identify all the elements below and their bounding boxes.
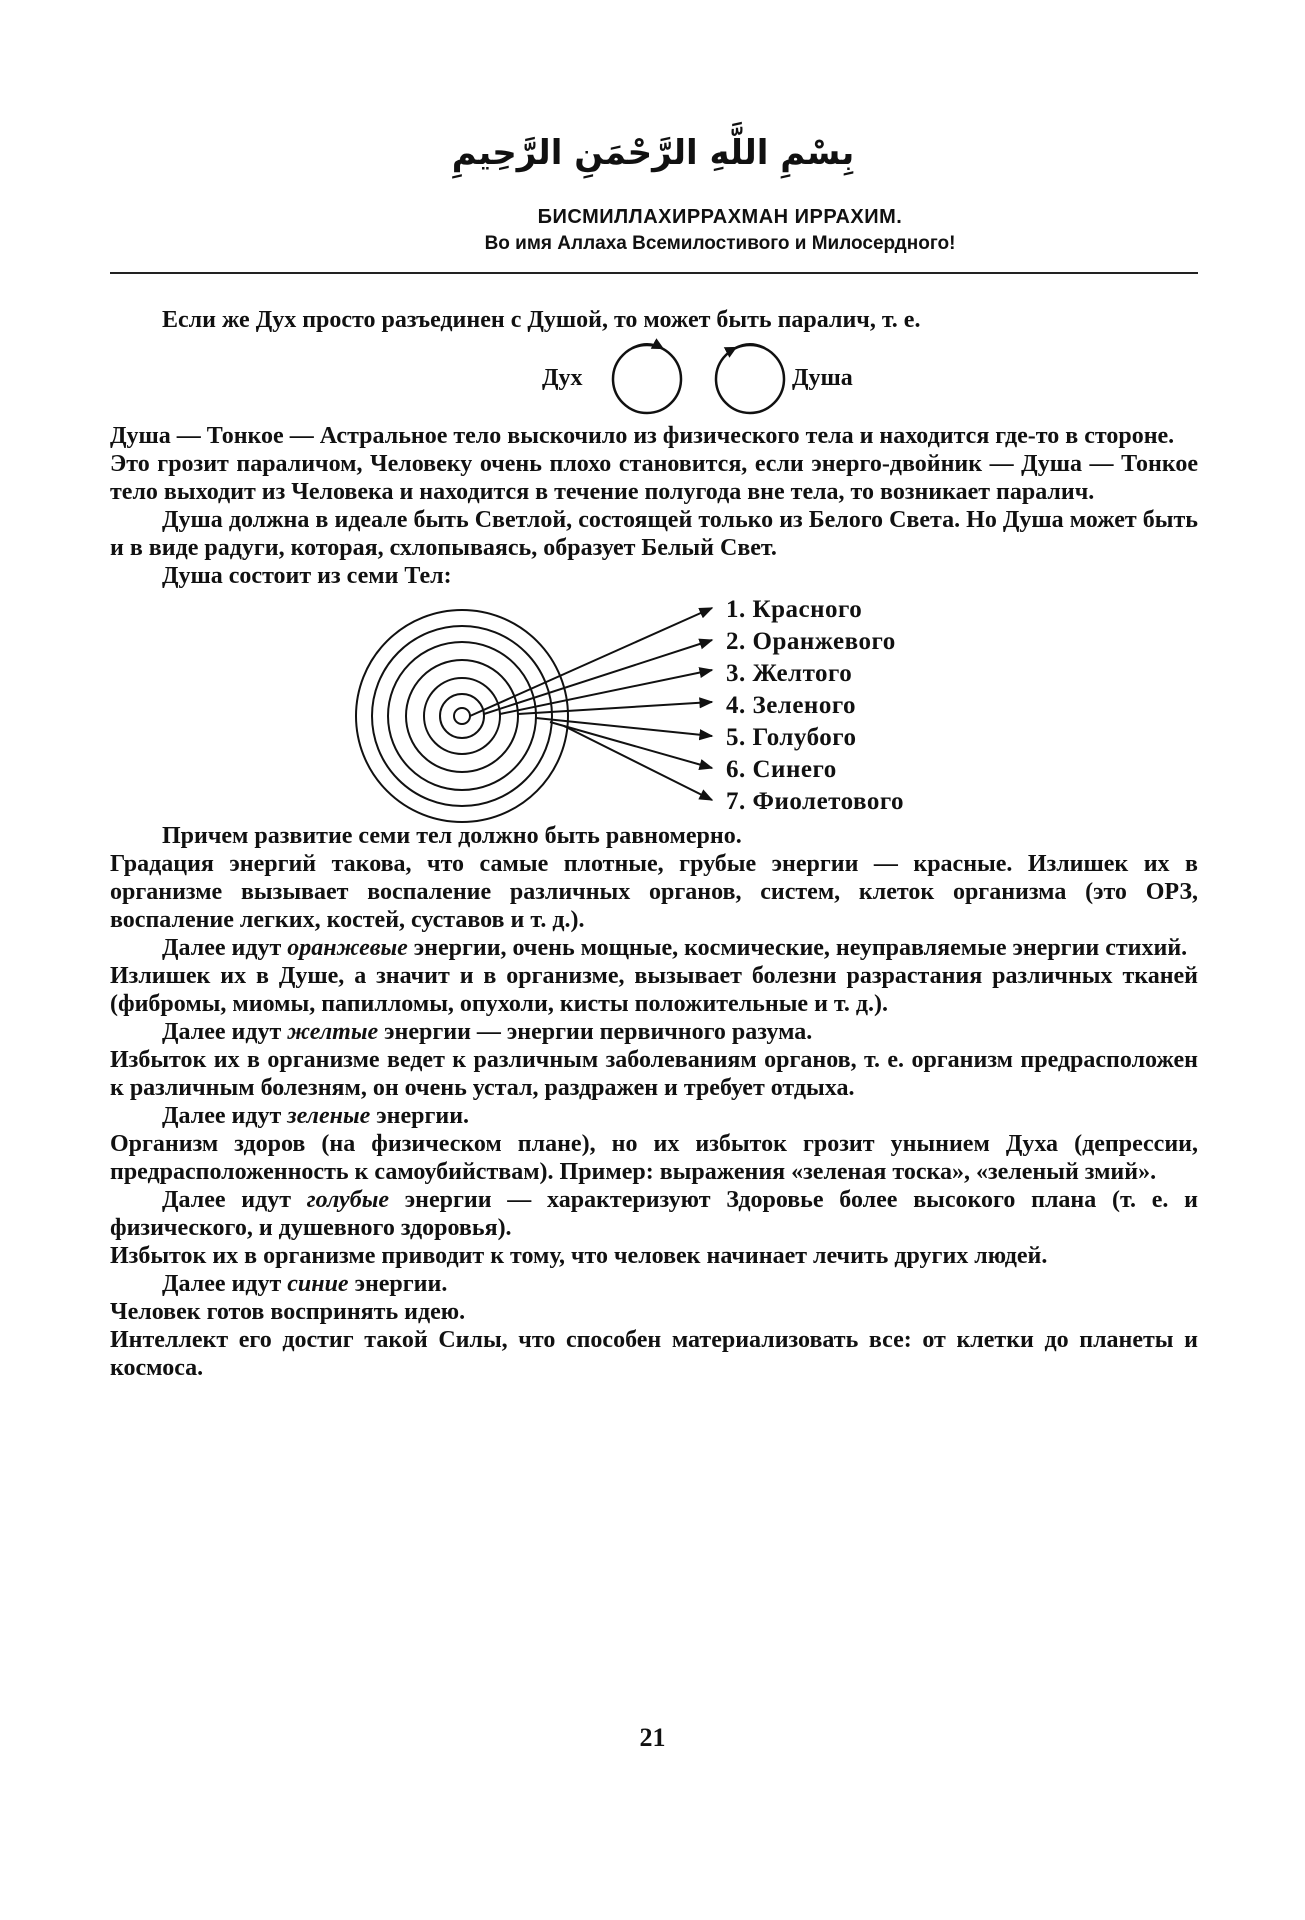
energy-name-dark-blue: синие (287, 1271, 349, 1297)
list-item: 1. Красного (726, 596, 863, 623)
list-item: 4. Зеленого (726, 692, 857, 719)
description: энергии. (370, 1103, 470, 1129)
paragraph-ready-idea: Человек готов воспринять идею. (110, 1299, 466, 1325)
paragraph-green-excess: Организм здоров (на физическом плане), но их избыток грозит унынием Духа (депрессии, предрасположенность к самоубийствам). Пример: выражения «зеленая тоска», «зеленый змий». (110, 1131, 1198, 1185)
lead-in: Далее идут (162, 1187, 307, 1213)
list-item: 6. Синего (726, 756, 837, 783)
header-subtitle: Во имя Аллаха Всемилостивого и Милосердного! (484, 233, 956, 254)
soul-circle (716, 345, 784, 413)
arrow-1-icon (470, 608, 712, 716)
description: энергии — характеризуют Здоровье более высокого плана (т. е. и физического, и душевного здоровья). (110, 1187, 1199, 1241)
bismillah-text: بِسْمِ اللَّهِ الرَّحْمَنِ الرَّحِيمِ (451, 133, 854, 173)
body-circle-5 (424, 678, 500, 754)
energy-name-light-blue: голубые (306, 1187, 389, 1213)
body-circle-4 (406, 660, 518, 772)
body-circle-3 (388, 642, 536, 790)
paragraph-intellect: Интеллект его достиг такой Силы, что способен материализовать все: от клетки до планеты и космоса. (110, 1327, 1198, 1381)
paragraph-blue-energies (110, 1186, 1198, 1242)
seven-bodies-list (726, 594, 904, 818)
arrow-6-icon (550, 722, 712, 768)
page-body (110, 306, 1198, 1382)
description: энергии. (348, 1271, 448, 1297)
paragraph-blue-excess: Избыток их в организме приводит к тому, что человек начинает лечить других людей. (110, 1243, 1048, 1269)
header-divider (110, 272, 1198, 274)
paragraph-indigo-energies (110, 1270, 1198, 1298)
spirit-soul-diagram (110, 334, 1198, 422)
paragraph-soul-astral: Душа — Тонкое — Астральное тело выскочило из физического тела и находится где-то в стороне. (110, 423, 1175, 449)
page-number: 21 (639, 1723, 666, 1752)
list-item: 7. Фиолетового (726, 788, 905, 815)
description: энергии, очень мощные, космические, неуправляемые энергии стихий. (407, 935, 1188, 961)
lead-in: Далее идут (162, 1103, 288, 1129)
soul-label: Душа (792, 365, 853, 391)
lead-in: Далее идут (162, 1019, 288, 1045)
description: энергии — энергии первичного разума. (378, 1019, 813, 1045)
paragraph-orange-energies (110, 934, 1198, 962)
paragraph-yellow-energies (110, 1018, 1198, 1046)
paragraph-green-energies (110, 1102, 1198, 1130)
paragraph-paralysis: Это грозит параличом, Человеку очень плохо становится, если энерго-двойник — Душа — Тонкое тело выходит из Человека и находится в течение полугода вне тела, то возникает паралич. (110, 451, 1198, 505)
list-item: 5. Голубого (726, 724, 857, 751)
paragraph-orange-excess: Излишек их в Душе, а значит и в организме, вызывает болезни разрастания различных тканей (фибромы, миомы, папилломы, опухоли, кисты положительные и т. д.). (110, 963, 1198, 1017)
lead-in: Далее идут (162, 935, 288, 961)
arrow-5-icon (536, 718, 712, 736)
page-header (0, 120, 1305, 255)
paragraph-seven-bodies-intro: Душа состоит из семи Тел: (162, 563, 452, 589)
spirit-circle (613, 345, 681, 413)
paragraph-uniform-development: Причем развитие семи тел должно быть равномерно. (162, 823, 742, 849)
intro-paragraph: Если же Дух просто разъединен с Душой, то может быть паралич, т. е. (162, 307, 921, 333)
list-item: 2. Оранжевого (726, 628, 896, 655)
header-title: БИСМИЛЛАХИРРАХМАН ИРРАХИМ. (537, 206, 903, 228)
spirit-label: Дух (542, 365, 583, 391)
body-circle-2 (372, 626, 552, 806)
lead-in: Далее идут (162, 1271, 288, 1297)
paragraph-red-energies: Градация энергий такова, что самые плотные, грубые энергии — красные. Излишек их в организме вызывает воспаление различных органов, систем, клеток организма (это ОРЗ, воспаление легких, костей, суставов и т. д.). (110, 851, 1198, 933)
energy-name-green: зеленые (287, 1103, 371, 1129)
arrow-7-icon (564, 726, 712, 800)
concentric-circles-figure (110, 590, 730, 822)
body-circle-7 (454, 708, 470, 724)
body-circle-6 (440, 694, 484, 738)
energy-name-yellow: желтые (287, 1019, 379, 1045)
list-item: 3. Желтого (726, 660, 853, 687)
energy-name-orange: оранжевые (287, 935, 408, 961)
seven-bodies-diagram (110, 590, 1198, 822)
paragraph-yellow-excess: Избыток их в организме ведет к различным заболеваниям органов, т. е. организм предрасположен к различным болезням, он очень устал, раздражен и требует отдыха. (110, 1047, 1198, 1101)
two-circles-figure (110, 334, 1198, 422)
paragraph-white-light: Душа должна в идеале быть Светлой, состоящей только из Белого Света. Но Душа может быть и в виде радуги, которая, схлопываясь, образует Белый Свет. (110, 507, 1198, 561)
bismillah-calligraphy (451, 120, 854, 188)
